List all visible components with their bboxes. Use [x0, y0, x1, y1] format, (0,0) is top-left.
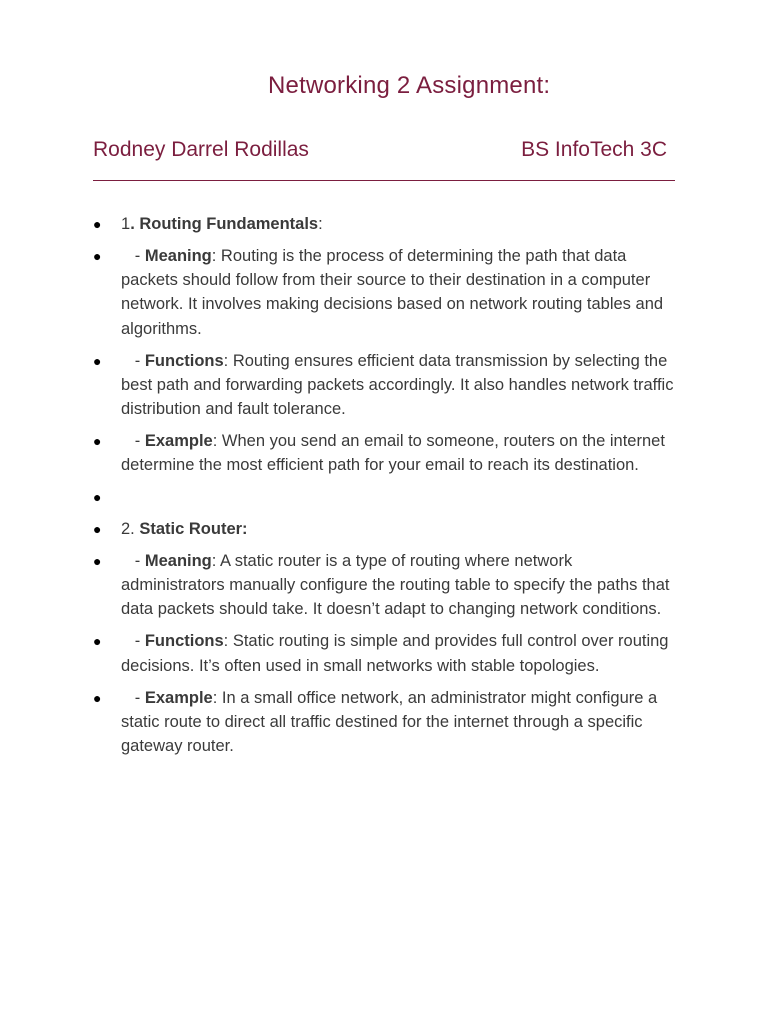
- list-item: [93, 686, 675, 759]
- item-text: :: [318, 215, 323, 233]
- item-prefix: -: [121, 632, 145, 651]
- header-divider: [93, 180, 675, 181]
- list-item: [93, 549, 675, 622]
- bullet-icon: ●: [93, 433, 102, 450]
- bullet-icon: ●: [93, 489, 102, 506]
- item-text: : Static routing is simple and provides full control over routing decisions. It’s often used in small networks with stable topologies.: [121, 632, 669, 675]
- item-text: : When you send an email to someone, routers on the internet determine the most efficient path for your email to reach its destination.: [121, 432, 665, 475]
- bullet-icon: ●: [93, 553, 102, 570]
- list-item: [93, 629, 675, 677]
- bullet-icon: ●: [93, 689, 102, 706]
- item-prefix: -: [121, 432, 145, 451]
- list-item: [93, 517, 675, 541]
- list-item: [93, 349, 675, 422]
- item-text: : In a small office network, an administrator might configure a static route to direct all traffic destined for the internet through a specific gateway router.: [121, 688, 658, 756]
- bullet-icon: ●: [93, 248, 102, 264]
- item-prefix: -: [121, 247, 145, 265]
- item-term: Functions: [144, 351, 224, 370]
- document-title: Networking 2 Assignment:: [268, 72, 551, 99]
- item-term: Meaning: [144, 247, 212, 265]
- item-text: : A static router is a type of routing where network administrators manually configure the routing table to specify the paths that data packets should take. It doesn’t adapt to changing network conditions.: [121, 552, 670, 619]
- bullet-list: [93, 212, 675, 766]
- item-prefix: 1: [121, 215, 131, 233]
- item-term: Static Router:: [139, 520, 248, 539]
- item-prefix: 2.: [121, 520, 140, 539]
- item-term: . Routing Fundamentals: [130, 215, 319, 233]
- list-item: [93, 244, 675, 341]
- item-term: Example: [144, 688, 213, 707]
- author-name: Rodney Darrel Rodillas: [93, 138, 309, 161]
- course-section: BS InfoTech 3C: [521, 138, 667, 161]
- list-item-empty: [93, 485, 675, 509]
- bullet-icon: ●: [93, 633, 102, 650]
- item-term: Meaning: [144, 552, 212, 571]
- item-prefix: -: [121, 552, 145, 571]
- list-item: [93, 429, 675, 477]
- bullet-icon: ●: [93, 352, 102, 369]
- bullet-icon: ●: [93, 216, 102, 232]
- item-term: Functions: [144, 632, 224, 651]
- item-text: : Routing ensures efficient data transmission by selecting the best path and forwarding packets accordingly. It also handles network traffic distribution and fault tolerance.: [121, 351, 674, 419]
- bullet-icon: ●: [93, 521, 102, 538]
- item-text: : Routing is the process of determining the path that data packets should follow from their source to their destination in a computer network. It involves making decisions based on network routing tables and algorithms.: [121, 247, 664, 338]
- item-term: Example: [144, 432, 213, 451]
- list-item: [93, 212, 675, 236]
- author-row: [93, 138, 667, 168]
- item-prefix: -: [121, 688, 145, 707]
- item-prefix: -: [121, 351, 145, 370]
